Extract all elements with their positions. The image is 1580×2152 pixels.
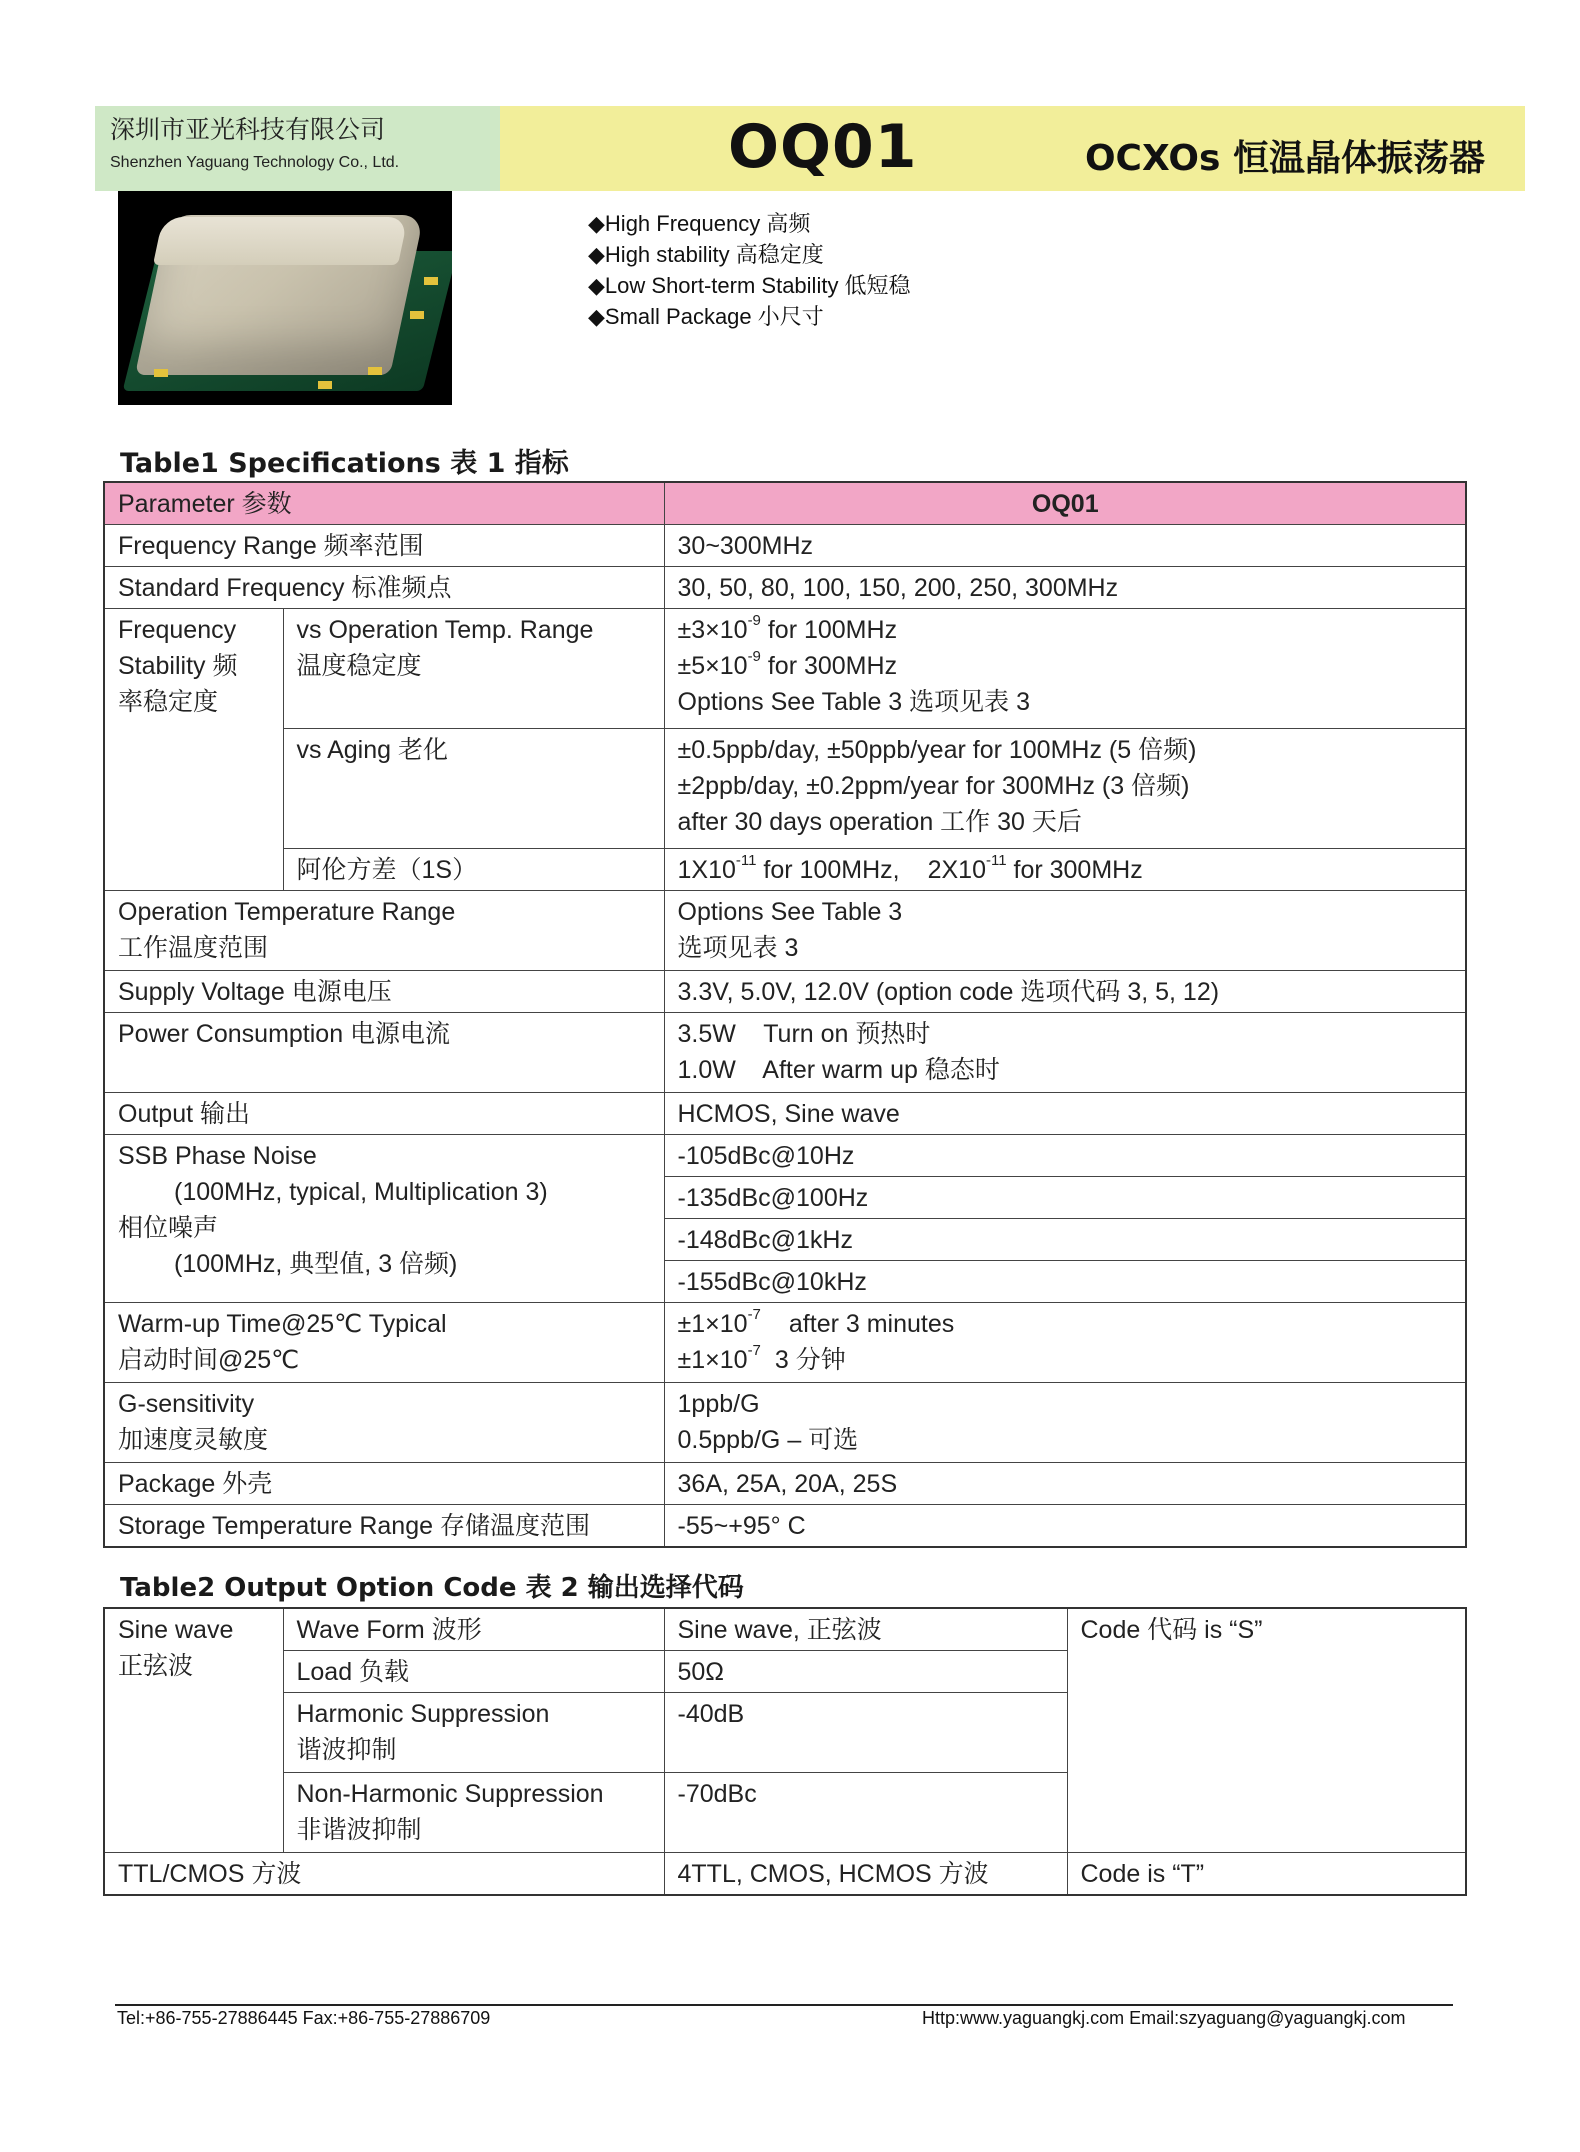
label-line: 工作温度范围 [118,934,269,962]
row-label: Frequency Range 频率范围 [104,525,664,567]
row-label [104,1303,664,1383]
label-line: 启动时间@25℃ [118,1346,300,1374]
product-type: OCXOs 恒温晶体振荡器 [1084,138,1485,179]
output-option-table [103,1607,1467,1896]
table-row [104,1853,1466,1896]
row-value: -40dB [664,1693,1067,1773]
row-value: 30, 50, 80, 100, 150, 200, 250, 300MHz [664,567,1466,609]
table-header-row [104,482,1466,525]
row-label: Supply Voltage 电源电压 [104,971,664,1013]
label-line: Stability 频 [118,652,238,680]
table-row [104,609,1466,729]
product-block [500,106,1525,191]
footer-divider [115,2004,1453,2006]
value-line: $\pm 1\times 10^{-7}$ 3 分钟 [677,1342,846,1374]
label-line: 率稳定度 [118,688,219,716]
value-line: ±0.5ppb/day, ±50ppb/year for 100MHz (5 倍频) [677,736,1197,764]
label-line: G-sensitivity [118,1390,255,1418]
row-value: -70dBc [664,1773,1067,1853]
label-line: 非谐波抑制 [296,1816,422,1844]
value-line: 3.5W Turn on 预热时 [677,1020,931,1048]
table-row [104,971,1466,1013]
table-row [104,567,1466,609]
table-row [104,729,1466,849]
label-line: SSB Phase Noise [118,1142,317,1170]
value-line: 0.5ppb/G – 可选 [677,1426,859,1454]
feature-item: ◆High stability 高稳定度 [588,242,824,267]
sub-label [283,609,664,729]
label-line: Operation Temperature Range [118,898,456,926]
solder-pad [368,367,382,375]
table2-title: Table2 Output Option Code 表 2 输出选择代码 [120,1573,744,1603]
label-line: Frequency [118,616,237,644]
sub-label: Wave Form 波形 [283,1608,664,1651]
sine-code: Code 代码 is “S” [1067,1608,1466,1853]
row-value [664,729,1466,849]
label-line: Harmonic Suppression [296,1700,550,1728]
row-value [664,1383,1466,1463]
row-label: Storage Temperature Range 存储温度范围 [104,1505,664,1548]
table-row [104,849,1466,891]
solder-pad [410,311,424,319]
feature-list [588,208,911,332]
table-row [104,891,1466,971]
table-row [104,1013,1466,1093]
label-line: (100MHz, 典型值, 3 倍频) [174,1250,458,1278]
value-line: 1.0W After warm up 稳态时 [677,1056,1000,1084]
row-label: TTL/CMOS 方波 [104,1853,664,1896]
company-name-cn: 深圳市亚光科技有限公司 [110,116,386,144]
label-line: 温度稳定度 [296,652,422,680]
footer-web: Http:www.yaguangkj.com Email:szyaguang@yaguangkj.com [922,2008,1406,2028]
row-value [664,609,1466,729]
header-param: Parameter 参数 [104,482,664,525]
value-line: 选项见表 3 [677,934,799,962]
sub-label: 阿伦方差（1S） [283,849,664,891]
label-line: 谐波抑制 [296,1736,397,1764]
header-band [95,106,1525,191]
row-value: HCMOS, Sine wave [664,1093,1466,1135]
row-value: $1X10^{-11}$ for 100MHz, $2X10^{-11}$ for 300MHz [664,849,1466,891]
row-value [664,891,1466,971]
row-label [104,891,664,971]
feature-item: ◆Low Short-term Stability 低短稳 [588,273,911,298]
company-name-en: Shenzhen Yaguang Technology Co., Ltd. [110,154,400,171]
feature-item: ◆High Frequency 高频 [588,211,811,236]
header-model: OQ01 [664,482,1466,525]
solder-pad [318,381,332,389]
row-label: Standard Frequency 标准频点 [104,567,664,609]
label-line: 正弦波 [118,1652,194,1680]
footer-contact: Tel:+86-755-27886445 Fax:+86-755-27886709 [117,2008,491,2028]
company-block [95,106,500,191]
value-line: $\pm 3\times 10^{-9}$ for 100MHz [677,612,898,644]
value-line: $\pm 1\times 10^{-7}$ after 3 minutes [677,1306,955,1338]
solder-pad [154,369,168,377]
label-line: Non-Harmonic Suppression [296,1780,604,1808]
row-label: Power Consumption 电源电流 [104,1013,664,1093]
table-row [104,1505,1466,1548]
row-value: 30~300MHz [664,525,1466,567]
label-line: vs Operation Temp. Range [296,616,594,644]
label-line: Sine wave [118,1616,234,1644]
table-row [104,1463,1466,1505]
row-label: Output 输出 [104,1093,664,1135]
solder-pad [424,277,438,285]
table-row [104,1608,1466,1651]
row-value [664,1013,1466,1093]
row-value: 4TTL, CMOS, HCMOS 方波 [664,1853,1067,1896]
feature-item: ◆Small Package 小尺寸 [588,304,824,329]
row-value: -55~+95° C [664,1505,1466,1548]
row-value: -148dBc@1kHz [664,1219,1466,1261]
row-value [664,1303,1466,1383]
sub-label: Load 负载 [283,1651,664,1693]
table-row [104,1303,1466,1383]
sub-label [283,1693,664,1773]
value-line: Options See Table 3 [677,898,903,926]
table-row [104,1383,1466,1463]
row-value: 50Ω [664,1651,1067,1693]
table-row [104,1135,1466,1177]
row-value: 3.3V, 5.0V, 12.0V (option code 选项代码 3, 5, 12) [664,971,1466,1013]
stability-group-label [104,609,283,891]
table1-title: Table1 Specifications 表 1 指标 [120,448,569,479]
row-value: Sine wave, 正弦波 [664,1608,1067,1651]
value-line: $\pm 5\times 10^{-9}$ for 300MHz [677,648,898,680]
model-number: OQ01 [728,112,918,182]
metal-can-top [153,217,408,265]
sine-group-label [104,1608,283,1853]
row-value: -105dBc@10Hz [664,1135,1466,1177]
row-value: -135dBc@100Hz [664,1177,1466,1219]
label-line: Warm-up Time@25℃ Typical [118,1310,447,1338]
specifications-table [103,481,1467,1548]
value-line: after 30 days operation 工作 30 天后 [677,808,1082,836]
phase-noise-label [104,1135,664,1303]
table-row [104,525,1466,567]
row-label: Package 外壳 [104,1463,664,1505]
sub-label: vs Aging 老化 [283,729,664,849]
sub-label [283,1773,664,1853]
value-line: Options See Table 3 选项见表 3 [677,688,1031,716]
product-photo [118,191,452,405]
row-value: 36A, 25A, 20A, 25S [664,1463,1466,1505]
label-line: 相位噪声 [118,1214,219,1242]
row-label [104,1383,664,1463]
row-value: -155dBc@10kHz [664,1261,1466,1303]
value-line: ±2ppb/day, ±0.2ppm/year for 300MHz (3 倍频) [677,772,1190,800]
label-line: (100MHz, typical, Multiplication 3) [174,1178,548,1206]
label-line: 加速度灵敏度 [118,1426,269,1454]
value-line: 1ppb/G [677,1390,760,1418]
ttl-code: Code is “T” [1067,1853,1466,1896]
table-row [104,1093,1466,1135]
